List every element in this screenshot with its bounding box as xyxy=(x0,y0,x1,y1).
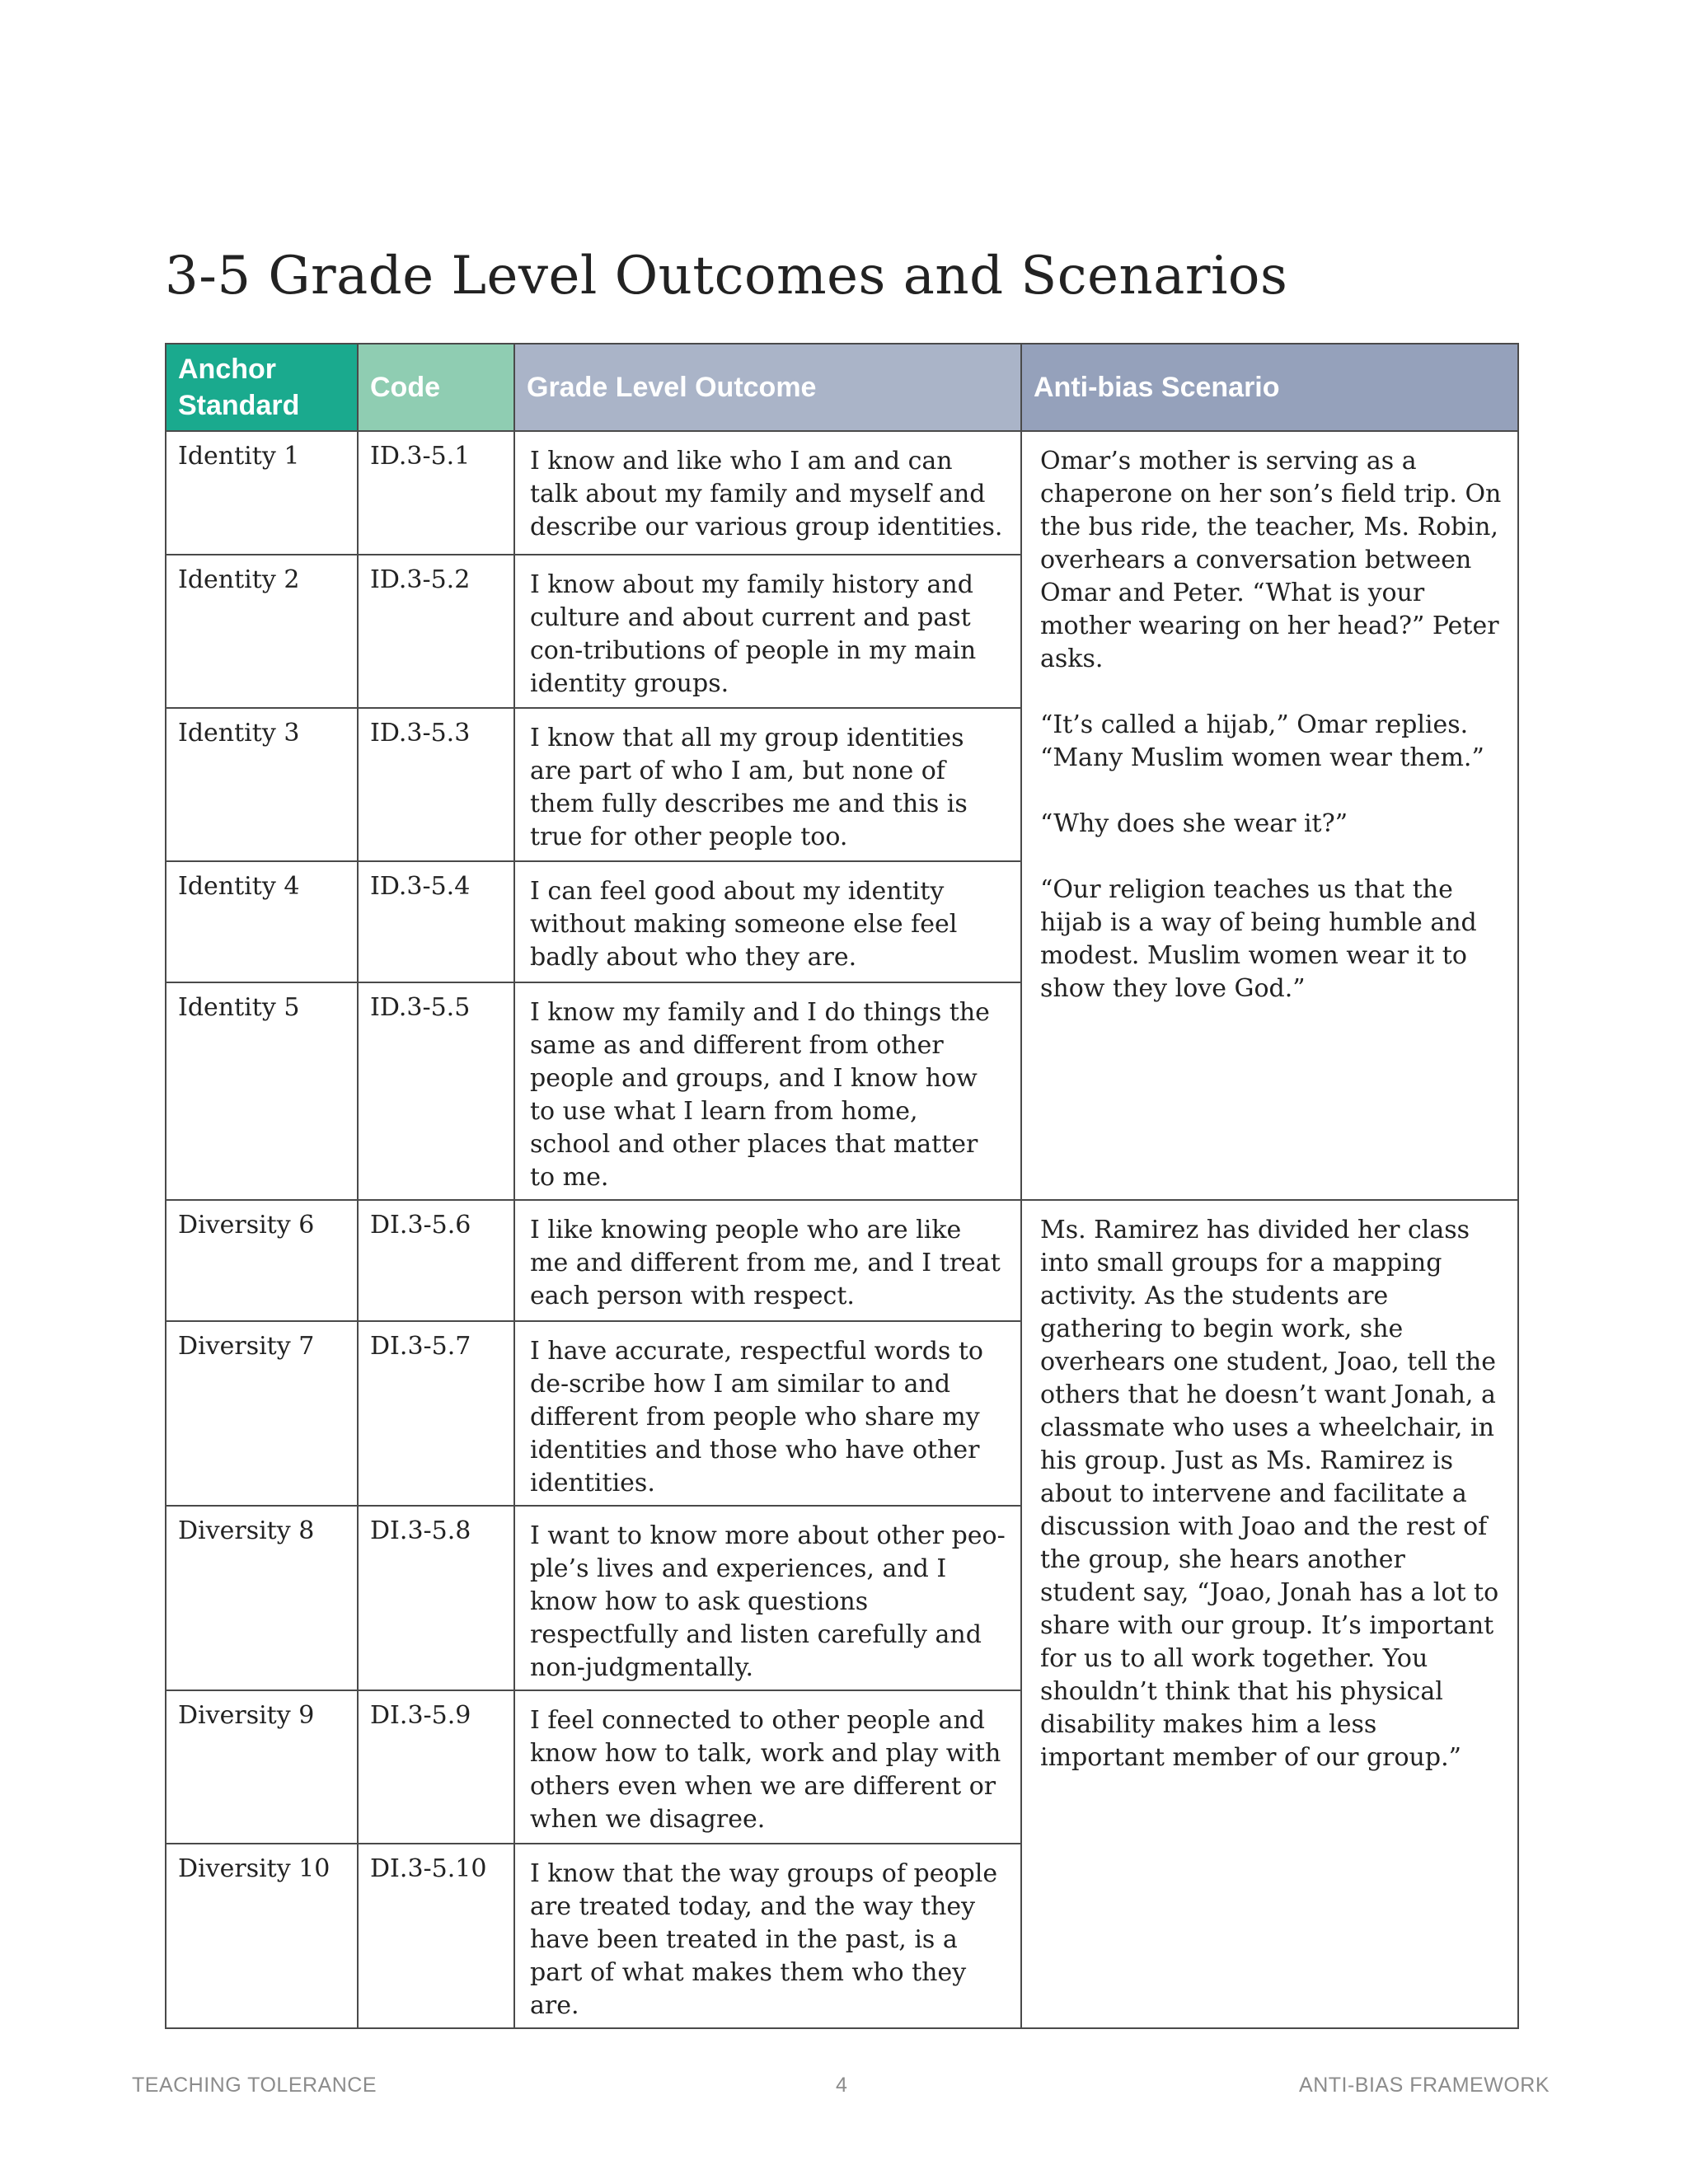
scenario-paragraph: Ms. Ramirez has divided her class into small groups for a mapping activity. As the students are gathering to begin work, she overhears one student, Joao, tell the others that he doesn’t want Jonah, a classmate who uses a wheelchair, in his group. Just as Ms. Ramirez is about to intervene and facilitate a discussion with Joao and the rest of the group, she hears another student say, “Joao, Jonah has a lot to share with our group. It’s important for us to all work together. You shouldn’t think that his physical disability makes him a less important member of our group.” xyxy=(1040,1216,1499,1772)
outcome-cell: I know about my family history and culture and about current and past con-tributions of people in my main identity groups. xyxy=(514,555,1021,708)
outcome-cell: I can feel good about my identity without making someone else feel badly about who they are. xyxy=(514,861,1021,982)
code-cell: ID.3-5.2 xyxy=(358,555,514,708)
header-anchor-standard: Anchor Standard xyxy=(166,344,358,431)
outcome-cell: I want to know more about other peo-ple’s lives and experiences, and I know how to ask questions respectfully and listen carefully and non-judgmentally. xyxy=(514,1506,1021,1690)
anchor-standard-cell: Diversity 9 xyxy=(166,1690,358,1844)
code-cell: DI.3-5.8 xyxy=(358,1506,514,1690)
anchor-standard-cell: Identity 1 xyxy=(166,431,358,555)
table-row xyxy=(166,431,1518,555)
anchor-standard-cell: Identity 2 xyxy=(166,555,358,708)
outcome-cell: I like knowing people who are like me and different from me, and I treat each person with respect. xyxy=(514,1200,1021,1321)
anchor-standard-cell: Identity 4 xyxy=(166,861,358,982)
header-anti-bias-scenario: Anti-bias Scenario xyxy=(1021,344,1518,431)
code-cell: DI.3-5.9 xyxy=(358,1690,514,1844)
anchor-standard-cell: Diversity 8 xyxy=(166,1506,358,1690)
scenario-cell-identity xyxy=(1021,431,1518,1200)
outcome-cell: I have accurate, respectful words to de-scribe how I am similar to and different from people who share my identities and those who have other identities. xyxy=(514,1321,1021,1506)
scenario-paragraph: “Our religion teaches us that the hijab is a way of being humble and modest. Muslim women wear it to show they love God.” xyxy=(1040,875,1477,1003)
anchor-standard-cell: Diversity 6 xyxy=(166,1200,358,1321)
outcome-cell: I know and like who I am and can talk about my family and myself and describe our various group identities. xyxy=(514,431,1021,555)
code-cell: DI.3-5.10 xyxy=(358,1844,514,2028)
outcome-cell: I feel connected to other people and know how to talk, work and play with others even when we are different or when we disagree. xyxy=(514,1690,1021,1844)
outcome-cell: I know my family and I do things the same as and different from other people and groups, and I know how to use what I learn from home, school and other places that matter to me. xyxy=(514,982,1021,1200)
header-grade-level-outcome: Grade Level Outcome xyxy=(514,344,1021,431)
outcomes-table xyxy=(165,343,1519,2029)
table-header-row xyxy=(166,344,1518,431)
table-row xyxy=(166,1200,1518,1321)
code-cell: DI.3-5.6 xyxy=(358,1200,514,1321)
outcome-cell: I know that the way groups of people are treated today, and the way they have been treated in the past, is a part of what makes them who they are. xyxy=(514,1844,1021,2028)
code-cell: ID.3-5.3 xyxy=(358,708,514,861)
footer-left-text: TEACHING TOLERANCE xyxy=(132,2074,377,2097)
anchor-standard-cell: Diversity 7 xyxy=(166,1321,358,1506)
scenario-paragraph: “Why does she wear it?” xyxy=(1040,809,1348,838)
code-cell: ID.3-5.1 xyxy=(358,431,514,555)
scenario-paragraph: Omar’s mother is serving as a chaperone on her son’s field trip. On the bus ride, the teacher, Ms. Robin, overhears a conversation between Omar and Peter. “What is your mother wearing on her head?” Peter asks. xyxy=(1040,447,1502,673)
page-number: 4 xyxy=(836,2074,848,2097)
anchor-standard-cell: Diversity 10 xyxy=(166,1844,358,2028)
scenario-cell-diversity xyxy=(1021,1200,1518,2028)
header-code: Code xyxy=(358,344,514,431)
anchor-standard-cell: Identity 5 xyxy=(166,982,358,1200)
code-cell: ID.3-5.5 xyxy=(358,982,514,1200)
page-title: 3-5 Grade Level Outcomes and Scenarios xyxy=(165,246,1288,307)
outcome-cell: I know that all my group identities are part of who I am, but none of them fully describes me and this is true for other people too. xyxy=(514,708,1021,861)
scenario-paragraph: “It’s called a hijab,” Omar replies. “Many Muslim women wear them.” xyxy=(1040,710,1484,772)
code-cell: DI.3-5.7 xyxy=(358,1321,514,1506)
footer-right-text: ANTI-BIAS FRAMEWORK xyxy=(1299,2074,1550,2097)
code-cell: ID.3-5.4 xyxy=(358,861,514,982)
anchor-standard-cell: Identity 3 xyxy=(166,708,358,861)
